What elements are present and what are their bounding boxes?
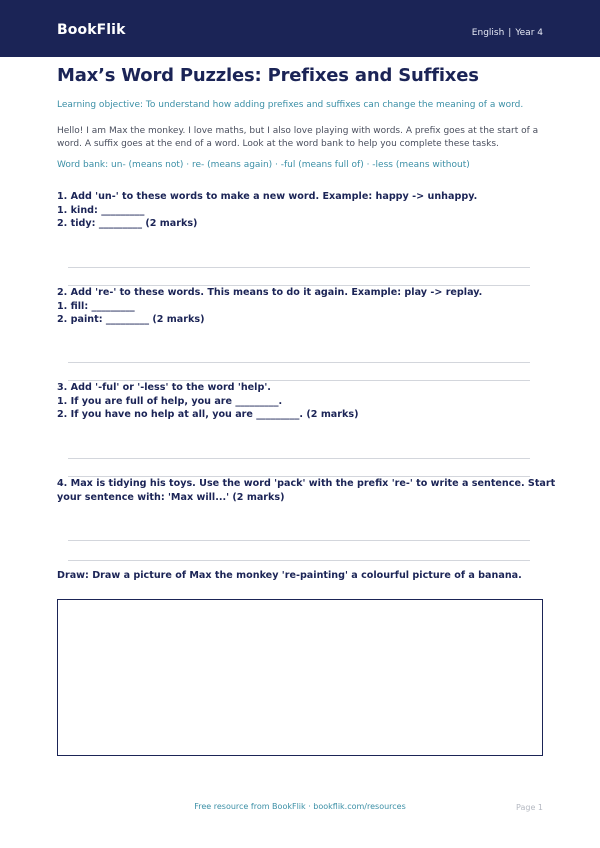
question-3-item-1: 1. If you are full of help, you are _________. bbox=[57, 395, 283, 407]
learning-objective: Learning objective: To understand how adding prefixes and suffixes can change the meaning of a word. bbox=[57, 100, 524, 110]
question-2 bbox=[57, 286, 547, 327]
question-1-item-2: 2. tidy: _________ (2 marks) bbox=[57, 218, 198, 230]
question-3-prompt: 3. Add '-ful' or '-less' to the word 'help'. bbox=[57, 382, 271, 393]
question-4-prompt-line-1: 4. Max is tidying his toys. Use the word 'pack' with the prefix 're-' to write a sentence. Start bbox=[57, 478, 556, 489]
answer-line[interactable] bbox=[68, 362, 530, 363]
answer-line[interactable] bbox=[68, 560, 530, 561]
header-separator: | bbox=[508, 28, 512, 38]
question-2-prompt: 2. Add 're-' to these words. This means to do it again. Example: play -> replay. bbox=[57, 287, 483, 298]
draw-task bbox=[57, 569, 547, 583]
worksheet-title: Max’s Word Puzzles: Prefixes and Suffixes bbox=[57, 65, 479, 86]
question-1 bbox=[57, 190, 547, 231]
page-header bbox=[0, 0, 600, 57]
question-4 bbox=[57, 477, 556, 504]
year-label: Year 4 bbox=[515, 28, 543, 38]
answer-line[interactable] bbox=[68, 540, 530, 541]
question-2-item-1: 1. fill: _________ bbox=[57, 300, 135, 312]
question-3-item-2: 2. If you have no help at all, you are _________. (2 marks) bbox=[57, 409, 359, 421]
brand-logo: BookFlik bbox=[57, 22, 126, 38]
drawing-box[interactable] bbox=[57, 599, 543, 756]
footer-text: Free resource from BookFlik · bookflik.com/resources bbox=[194, 802, 406, 811]
answer-line[interactable] bbox=[68, 458, 530, 459]
question-3 bbox=[57, 381, 547, 422]
intro-text: Hello! I am Max the monkey. I love maths, but I also love playing with words. A prefix goes at the start of a word. A suffix goes at the end of a word. Look at the word bank to help you complete these tasks. bbox=[57, 126, 539, 149]
question-4-prompt-line-2: your sentence with: 'Max will...' (2 marks) bbox=[57, 491, 285, 503]
word-bank: Word bank: un- (means not) · re- (means again) · -ful (means full of) · -less (means without) bbox=[57, 160, 470, 170]
header-meta bbox=[472, 28, 543, 38]
question-2-item-2: 2. paint: _________ (2 marks) bbox=[57, 314, 205, 326]
page-number: Page 1 bbox=[516, 803, 543, 812]
question-1-item-1: 1. kind: _________ bbox=[57, 204, 145, 216]
question-1-prompt: 1. Add 'un-' to these words to make a new word. Example: happy -> unhappy. bbox=[57, 191, 478, 202]
subject-label: English bbox=[471, 28, 505, 38]
draw-task-prompt: Draw: Draw a picture of Max the monkey 're-painting' a colourful picture of a banana. bbox=[57, 570, 522, 581]
answer-line[interactable] bbox=[68, 267, 530, 268]
